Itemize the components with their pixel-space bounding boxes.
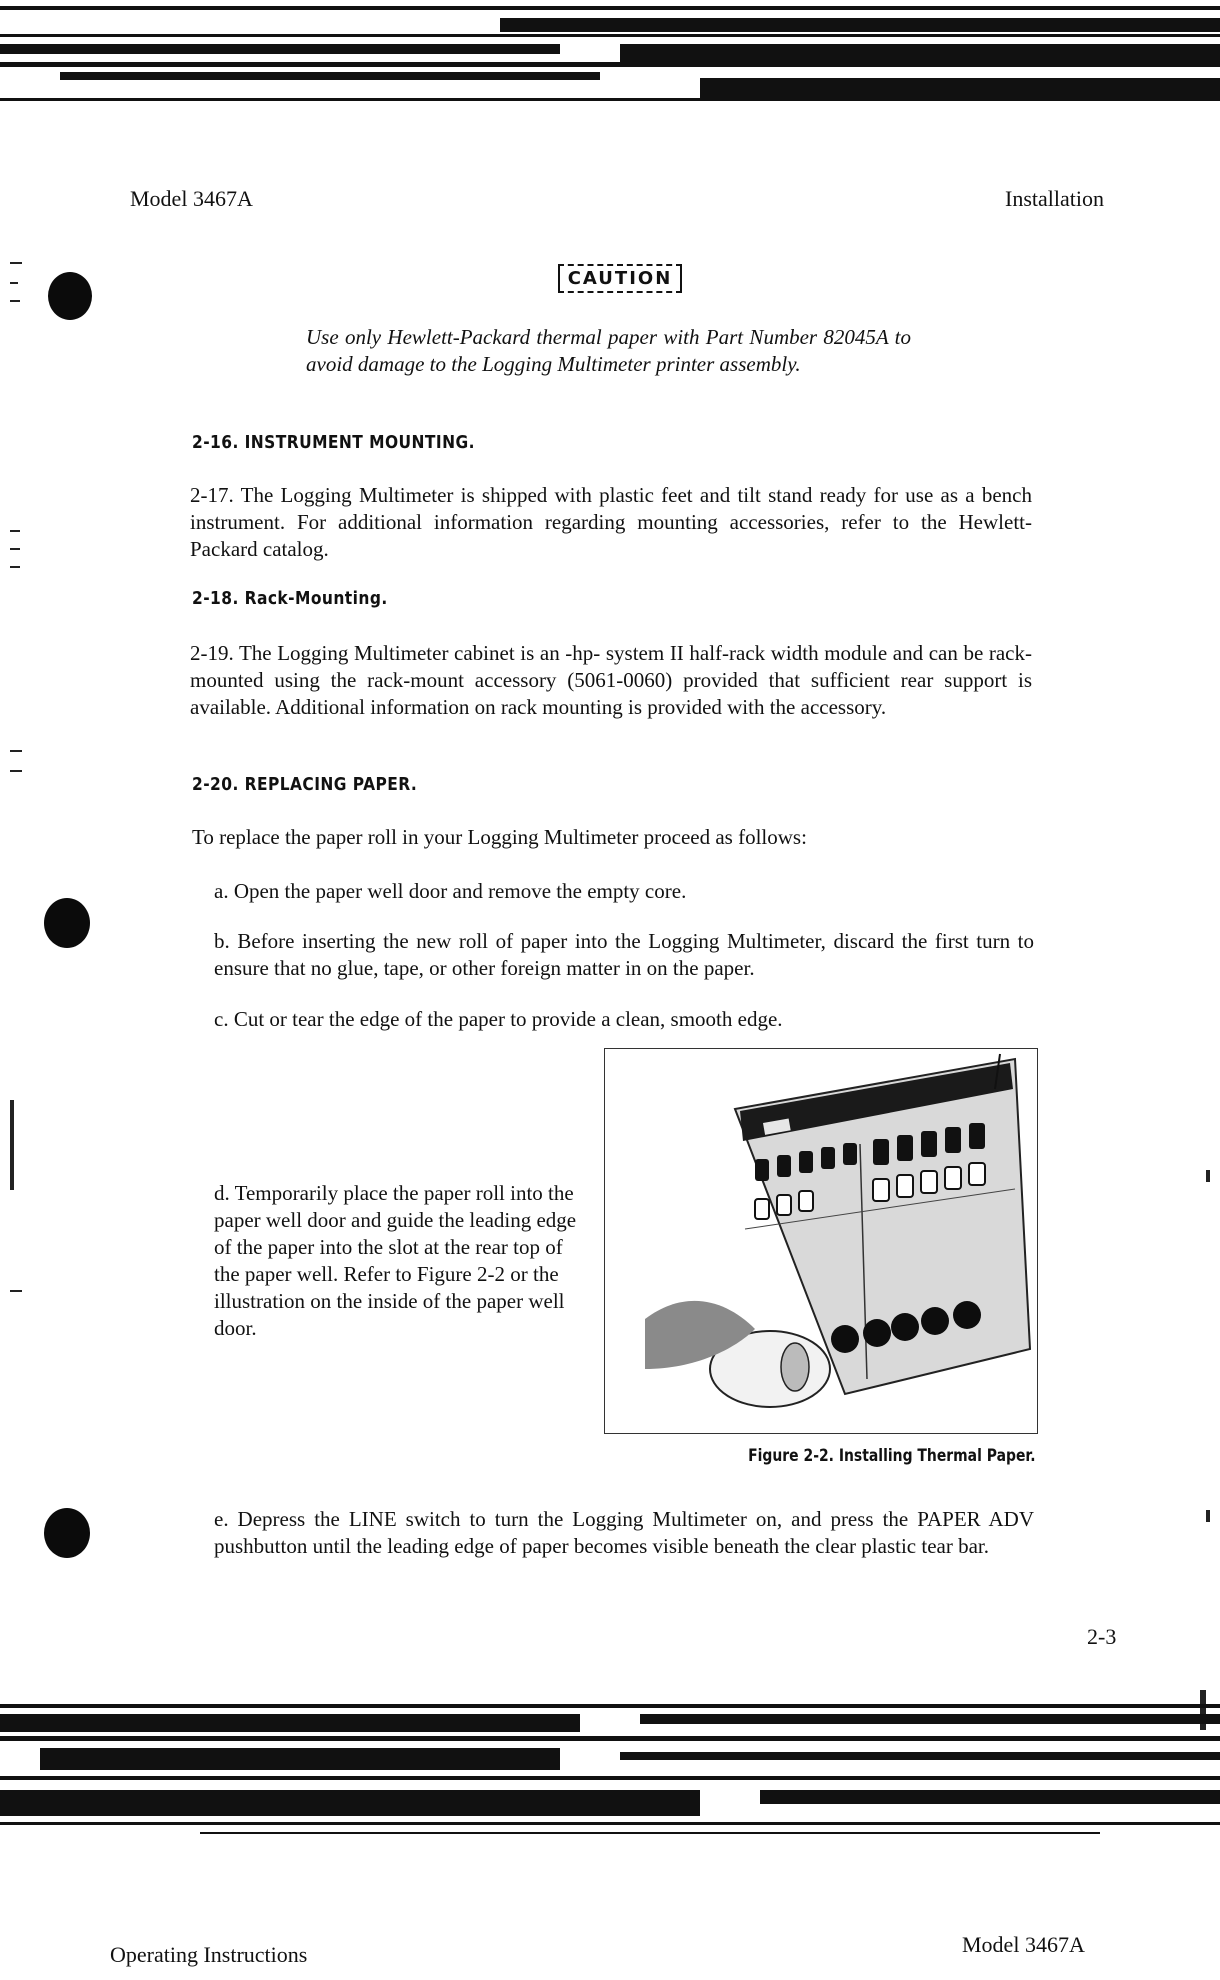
header-model: Model 3467A [130, 186, 253, 211]
step-d: d. Temporarily place the paper roll into the paper well door and guide the leading edge of the paper into the slot at the rear top of the paper well. Refer to Figure 2-2 or the illustration on the inside of the paper well door. [214, 1181, 577, 1340]
paragraph-2-17: 2-17. The Logging Multimeter is shipped with plastic feet and tilt stand ready for use as a bench instrument. For additional information regarding mounting accessories, refer to the Hewlett-Packard catalog. [190, 483, 1032, 561]
bottom-scan-band [0, 1700, 1220, 1860]
step-a: a. Open the paper well door and remove the empty core. [214, 879, 687, 903]
figure-caption: Figure 2-2. Installing Thermal Paper. [748, 1446, 1036, 1466]
caution-label-wrap [555, 268, 685, 289]
punch-hole-3 [44, 1508, 90, 1558]
figure-2-2 [604, 1048, 1038, 1434]
step-e: e. Depress the LINE switch to turn the Logging Multimeter on, and press the PAPER ADV pushbutton until the leading edge of paper becomes visible beneath the clear plastic tear bar. [214, 1507, 1034, 1558]
replace-intro: To replace the paper roll in your Logging Multimeter proceed as follows: [192, 825, 807, 849]
heading-2-20: 2-20. REPLACING PAPER. [192, 774, 418, 795]
punch-hole-1 [48, 272, 92, 320]
multimeter-illustration [605, 1049, 1037, 1433]
footer-left: Operating Instructions [110, 1942, 308, 1967]
caution-text: Use only Hewlett-Packard thermal paper with Part Number 82045A to avoid damage to the Logging Multimeter printer assembly. [306, 325, 911, 376]
heading-2-18: 2-18. Rack-Mounting. [192, 588, 388, 609]
step-b: b. Before inserting the new roll of paper into the Logging Multimeter, discard the first turn to ensure that no glue, tape, or other foreign matter in on the paper. [214, 929, 1034, 980]
header-section: Installation [1005, 186, 1104, 211]
footer-right: Model 3467A [962, 1932, 1085, 1957]
page-number: 2-3 [1087, 1624, 1117, 1649]
punch-hole-2 [44, 898, 90, 948]
caution-label: CAUTION [558, 264, 683, 293]
top-scan-band [0, 0, 1220, 105]
heading-2-16: 2-16. INSTRUMENT MOUNTING. [192, 432, 475, 453]
step-c: c. Cut or tear the edge of the paper to provide a clean, smooth edge. [214, 1007, 783, 1031]
paragraph-2-19: 2-19. The Logging Multimeter cabinet is an -hp- system II half-rack width module and can be rack-mounted using the rack-mount accessory (5061-0060) provided that sufficient rear support is available. Additional information on rack mounting is provided with the accessory. [190, 641, 1032, 719]
